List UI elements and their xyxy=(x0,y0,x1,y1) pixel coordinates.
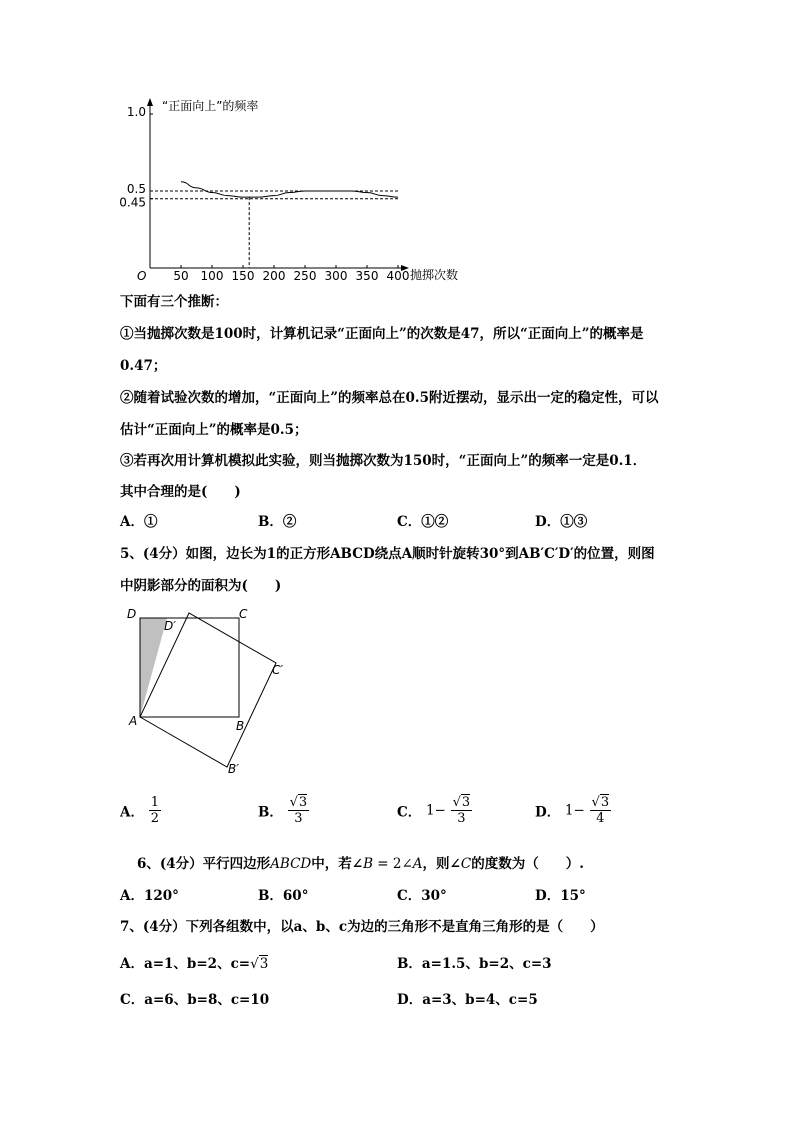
q5-option-b[interactable] xyxy=(258,795,309,826)
q6-option-a[interactable]: A．120° xyxy=(120,888,179,904)
label-d: D xyxy=(127,607,137,621)
x-tick-label: 350 xyxy=(355,269,379,283)
x-tick-label: 300 xyxy=(324,269,348,283)
q6-option-c[interactable]: C．30° xyxy=(397,888,447,904)
q5-option-d[interactable]: D． 1− $\frac{√3}{4}$ xyxy=(535,795,610,826)
q5-option-b-letter: B． xyxy=(258,804,283,821)
q5-stem-cont: 中阴影部分的面积为( ) xyxy=(120,578,282,594)
q5-option-c[interactable]: C． 1− $\frac{√3}{3}$ xyxy=(397,795,471,826)
x-tick-label: 250 xyxy=(293,269,317,283)
x-tick-label: 150 xyxy=(231,269,255,283)
q7-option-d[interactable]: D．a=3、b=4、c=5 xyxy=(397,992,538,1008)
y-tick-label: 0.5 xyxy=(126,182,146,196)
q4-statement-1-cont: 0.47； xyxy=(120,358,167,374)
x-tick-label: 200 xyxy=(262,269,286,283)
q4-option-c[interactable]: C．①② xyxy=(397,514,449,530)
y-tick-label: 0.45 xyxy=(119,195,146,210)
label-a: A xyxy=(129,714,138,728)
label-b-prime: B′ xyxy=(228,762,239,776)
q4-option-a[interactable]: A．① xyxy=(120,514,158,530)
frequency-curve xyxy=(181,182,398,197)
x-tick-label: 400 xyxy=(386,269,410,283)
q4-statement-3: ③若再次用计算机模拟此实验，则当抛掷次数为150时，“正面向上”的频率一定是0.1． xyxy=(120,453,647,469)
origin-label: O xyxy=(137,269,147,283)
y-axis-arrow xyxy=(147,98,153,106)
label-b: B xyxy=(236,719,245,733)
q4-statement-2-cont: 估计“正面向上”的概率是0.5； xyxy=(120,422,308,438)
x-tick-label: 100 xyxy=(200,269,224,283)
label-c-prime: C′ xyxy=(272,663,284,677)
q4-statement-2: ②随着试验次数的增加，“正面向上”的频率总在0.5附近摆动，显示出一定的稳定性，可以 xyxy=(120,390,659,406)
x-axis-label: 抛掷次数 xyxy=(410,268,459,282)
frequency-chart xyxy=(100,90,480,285)
q5-option-a[interactable] xyxy=(120,795,161,826)
q5-stem: 5、(4分）如图，边长为1的正方形ABCD绕点A顺时针旋转30°到AB′C′D′的位置，则图 xyxy=(120,546,655,562)
label-d-prime: D′ xyxy=(164,619,176,633)
q7-option-b[interactable]: B．a=1.5、b=2、c=3 xyxy=(397,956,552,972)
x-tick-label: 50 xyxy=(173,269,189,283)
q6-stem: 6、(4分）平行四边形ABCD中，若∠B = 2∠A，则∠C的度数为（ ）. xyxy=(137,856,584,872)
q6-option-b[interactable]: B．60° xyxy=(258,888,309,904)
q4-intro: 下面有三个推断： xyxy=(120,294,228,310)
q7-stem: 7、(4分）下列各组数中，以a、b、c为边的三角形不是直角三角形的是（ ） xyxy=(120,919,604,935)
label-c: C xyxy=(239,607,248,621)
q7-option-c[interactable]: C．a=6、b=8、c=10 xyxy=(120,992,270,1008)
fraction-sqrt3-over-3: $\frac{√3}{3}$ xyxy=(452,795,471,826)
q4-question: 其中合理的是( ) xyxy=(120,484,241,500)
y-axis-label: “正面向上”的频率 xyxy=(162,99,259,113)
y-tick-label: 1.0 xyxy=(126,105,146,119)
fraction-sqrt3-over-4: $\frac{√3}{4}$ xyxy=(591,795,610,826)
fraction-sqrt3-over-3: $\frac{√3}{3}$ xyxy=(289,795,308,826)
q7-option-a[interactable]: A．a=1、b=2、c=√3 xyxy=(120,956,269,972)
rotated-square-figure xyxy=(120,600,300,780)
q5-option-d-letter: D． xyxy=(535,804,561,821)
q4-option-d[interactable]: D．①③ xyxy=(535,514,588,530)
q4-option-b[interactable]: B．② xyxy=(258,514,297,530)
q6-option-d[interactable]: D．15° xyxy=(535,888,586,904)
q5-option-c-letter: C． xyxy=(397,804,422,821)
q4-statement-1: ①当抛掷次数是100时，计算机记录“正面向上”的次数是47，所以“正面向上”的概率是 xyxy=(120,326,644,342)
q5-option-a-letter: A． xyxy=(120,804,144,821)
fraction-one-half: $\frac{1}{2}$ xyxy=(150,795,159,826)
